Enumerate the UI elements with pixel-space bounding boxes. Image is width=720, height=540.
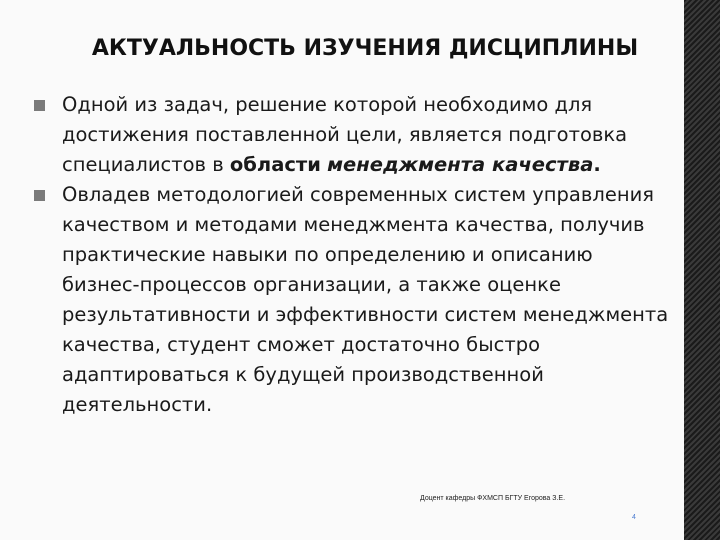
- bullet-2-text: Овладев методологией современных систем управления качеством и методами менеджмента качества, получив практические навыки по определению и описанию бизнес-процессов организации, а также оценке результативности и эффективности систем менеджмента качества, студент сможет достаточно быстро адаптироваться к будущей производственной деятельности.: [62, 183, 669, 416]
- slide-title: АКТУАЛЬНОСТЬ ИЗУЧЕНИЯ ДИСЦИПЛИНЫ: [91, 36, 639, 61]
- bullet-1-bold-italic-text: менеджмента качества: [327, 153, 594, 176]
- bullet-1-bold-text: области: [229, 153, 321, 176]
- square-bullet-icon: [34, 100, 45, 111]
- page-number: 4: [632, 514, 636, 521]
- square-bullet-icon: [34, 190, 45, 201]
- bullet-item-2: [32, 180, 672, 420]
- bullet-list: [32, 90, 672, 420]
- bullet-1-text: Одной из задач, решение которой необходимо для достижения поставленной цели, является подготовка специалистов в: [62, 93, 628, 176]
- decorative-hatch-strip: [684, 0, 720, 540]
- bullet-1-end-text: .: [593, 153, 601, 176]
- bullet-item-1: [32, 90, 672, 180]
- author-footnote: Доцент кафедры ФХМСП БГТУ Егорова З.Е.: [420, 495, 566, 502]
